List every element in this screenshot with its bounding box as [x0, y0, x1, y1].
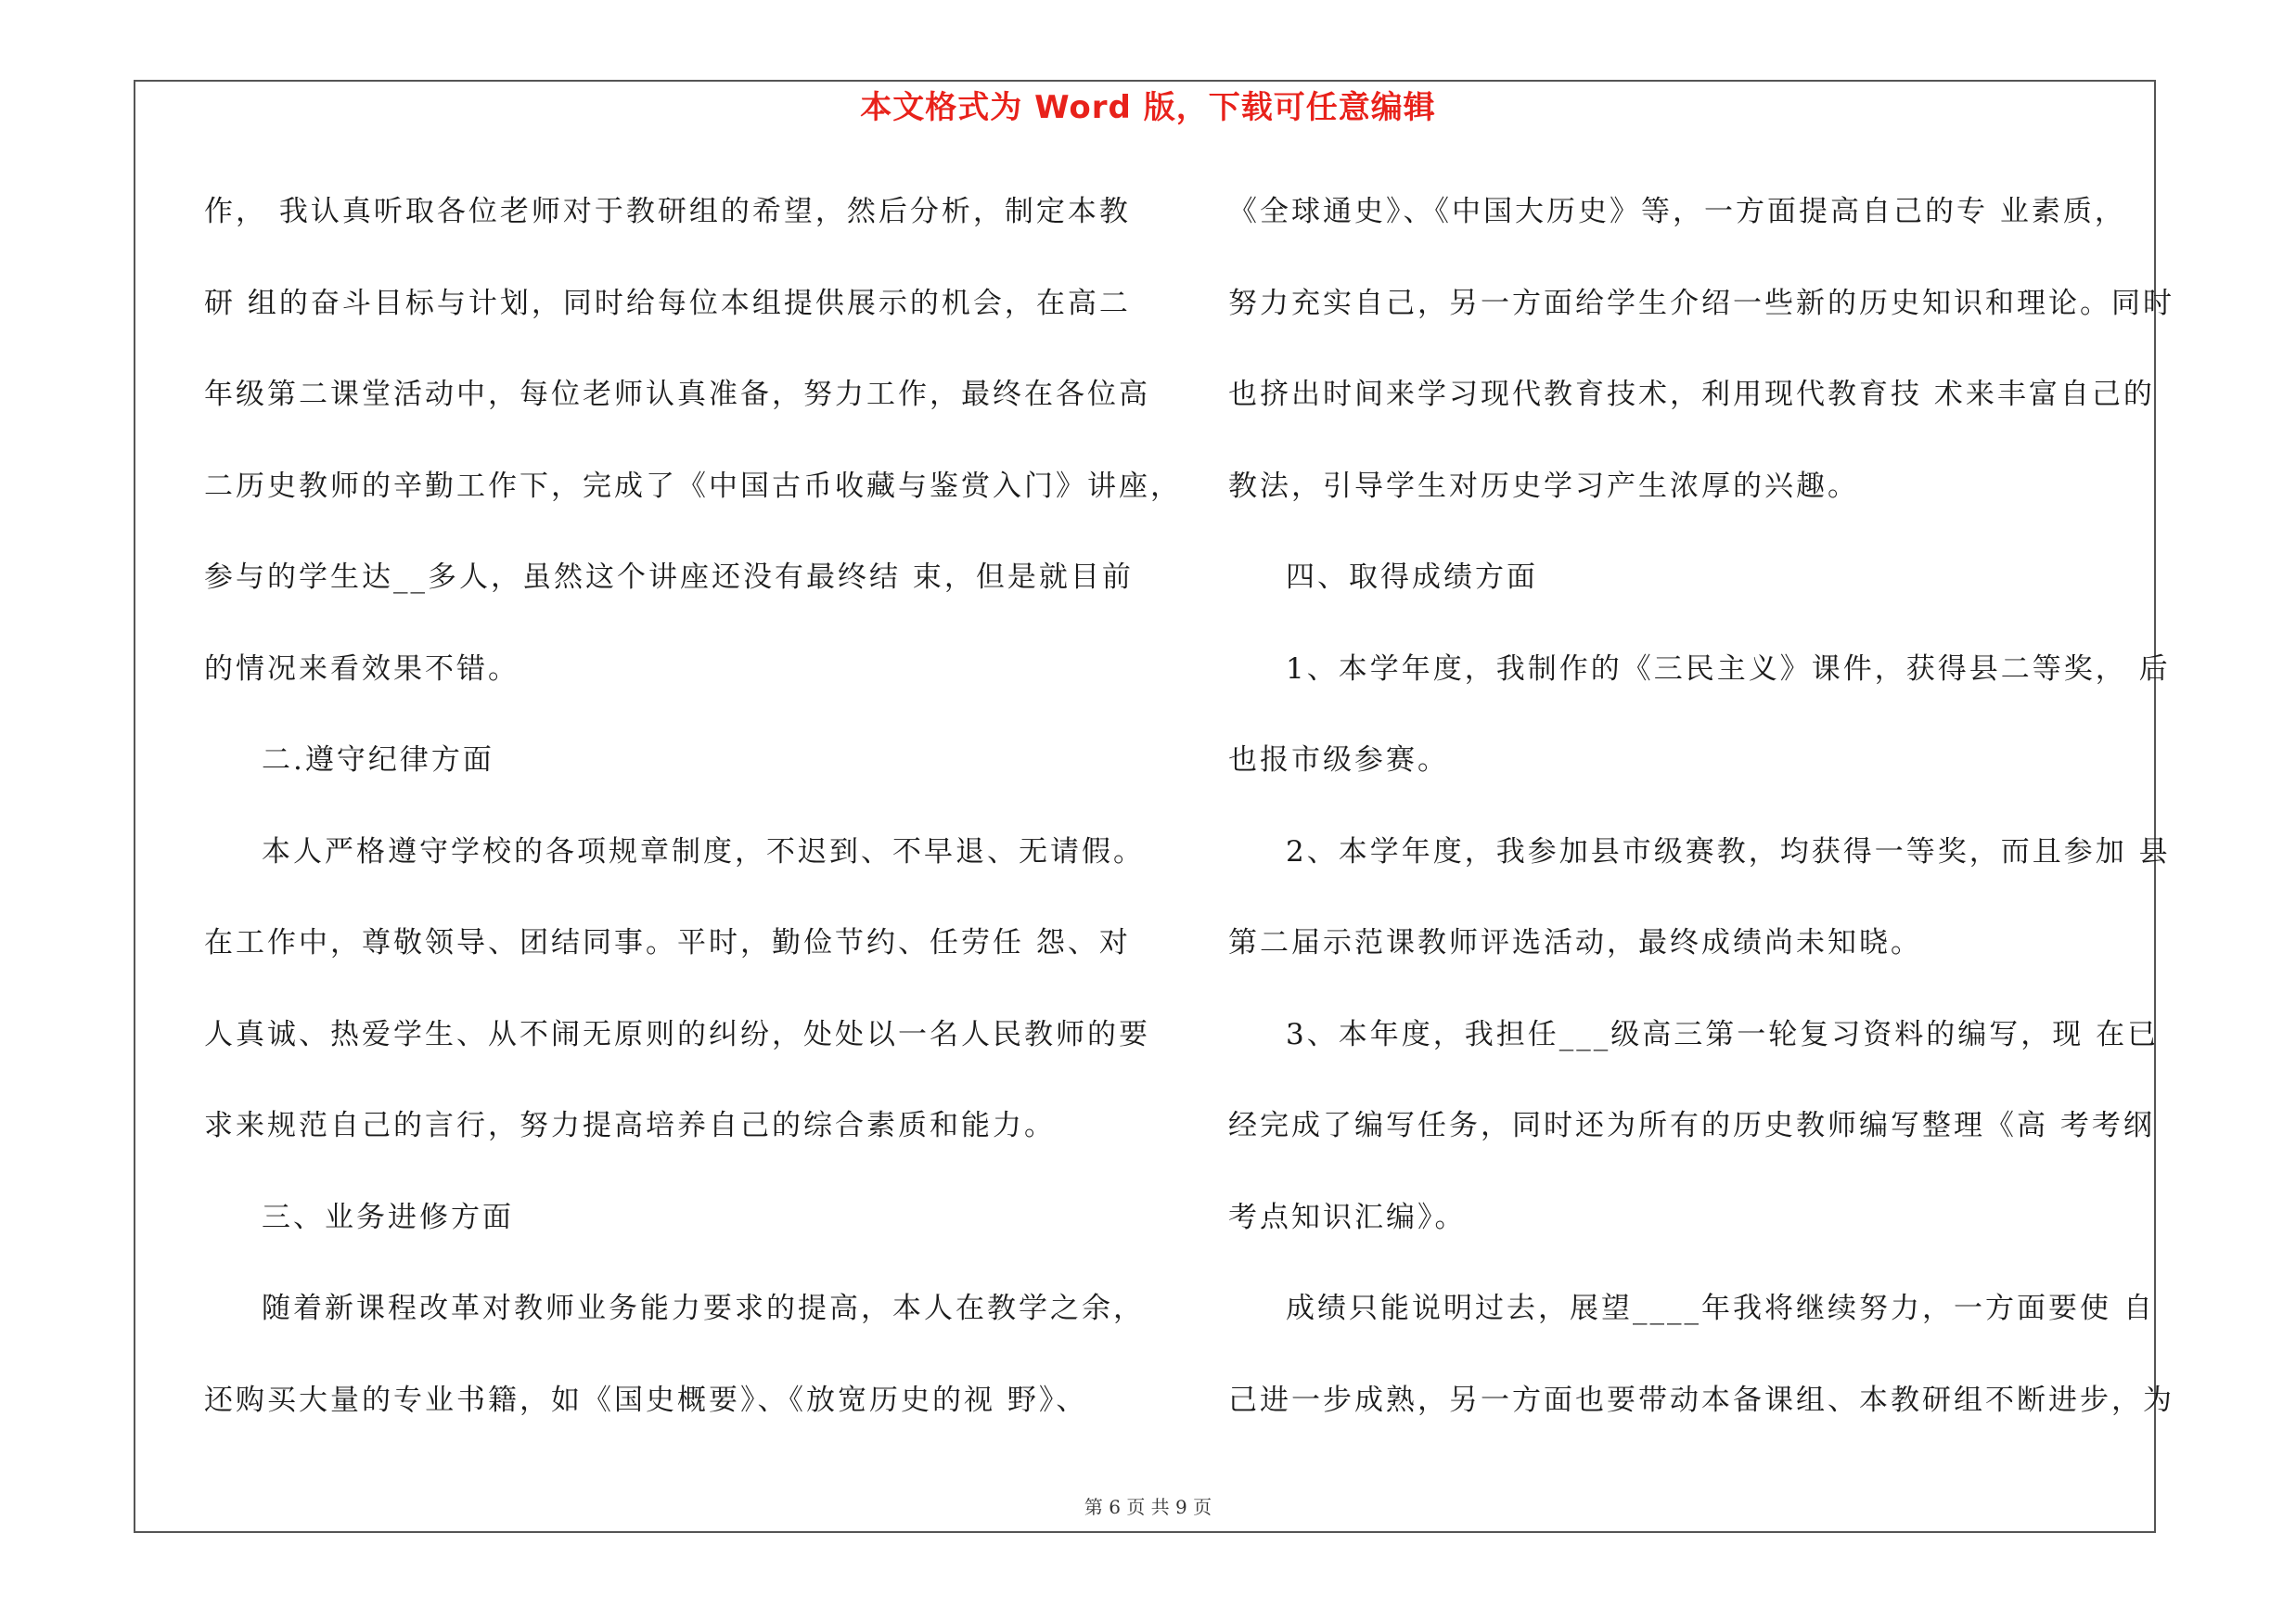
- text-line: 经完成了编写任务，同时还为所有的历史教师编写整理《高 考考纲: [1228, 1109, 2155, 1142]
- page-number-footer: 第 6 页 共 9 页: [1084, 1496, 1212, 1518]
- text-line: 参与的学生达__多人，虽然这个讲座还没有最终结 束，但是就目前: [204, 560, 1134, 594]
- text-line: 本人严格遵守学校的各项规章制度，不迟到、不早退、无请假。: [262, 834, 1145, 869]
- text-line: 成绩只能说明过去，展望____年我将继续努力，一方面要使 自: [1286, 1292, 2155, 1325]
- text-line: 还购买大量的专业书籍，如《国史概要》、《放宽历史的视 野》、: [204, 1383, 1088, 1417]
- text-line: 己进一步成熟，另一方面也要带动本备课组、本教研组不断进步，为: [1228, 1383, 2174, 1417]
- text-line: 的情况来看效果不错。: [204, 651, 519, 686]
- right-column: [1228, 184, 2174, 1463]
- text-line: 努力充实自己，另一方面给学生介绍一些新的历史知识和理论。同时: [1228, 286, 2174, 320]
- text-line: 2、本学年度，我参加县市级赛教，均获得一等奖，而且参加 县: [1286, 834, 2171, 869]
- text-line: 也报市级参赛。: [1228, 743, 1449, 777]
- text-line: 研 组的奋斗目标与计划，同时给每位本组提供展示的机会，在高二: [204, 286, 1131, 320]
- text-line: 教法，引导学生对历史学习产生浓厚的兴趣。: [1228, 469, 1859, 503]
- text-line: 四、取得成绩方面: [1286, 560, 1538, 594]
- text-line: 《全球通史》、《中国大历史》等，一方面提高自己的专 业素质，: [1228, 195, 2126, 228]
- text-line: 三、业务进修方面: [262, 1200, 514, 1234]
- text-line: 1、本学年度，我制作的《三民主义》课件，获得县二等奖， 后: [1286, 651, 2171, 686]
- text-line: 二历史教师的辛勤工作下，完成了《中国古币收藏与鉴赏入门》讲座，: [204, 469, 1182, 503]
- text-line: 也挤出时间来学习现代教育技术，利用现代教育技 术来丰富自己的: [1228, 378, 2155, 411]
- text-line: 人真诚、热爱学生、从不闹无原则的纠纷，处处以一名人民教师的要: [204, 1017, 1150, 1051]
- text-line: 随着新课程改革对教师业务能力要求的提高，本人在教学之余，: [262, 1292, 1145, 1325]
- text-line: 年级第二课堂活动中，每位老师认真准备，努力工作，最终在各位高: [204, 378, 1150, 411]
- text-line: 作， 我认真听取各位老师对于教研组的希望，然后分析，制定本教: [204, 195, 1131, 228]
- format-banner: 本文格式为 Word 版，下载可任意编辑: [860, 89, 1436, 126]
- text-line: 在工作中，尊敬领导、团结同事。平时，勤俭节约、任劳任 怨、对: [204, 926, 1131, 960]
- text-line: 求来规范自己的言行，努力提高培养自己的综合素质和能力。: [204, 1109, 1056, 1142]
- text-line: 考点知识汇编》。: [1228, 1200, 1467, 1234]
- text-line: 第二届示范课教师评选活动，最终成绩尚未知晓。: [1228, 926, 1922, 960]
- text-line: 3、本年度，我担任___级高三第一轮复习资料的编写，现 在已: [1286, 1017, 2160, 1051]
- left-column: [204, 184, 1182, 1463]
- text-line: 二.遵守纪律方面: [262, 743, 494, 777]
